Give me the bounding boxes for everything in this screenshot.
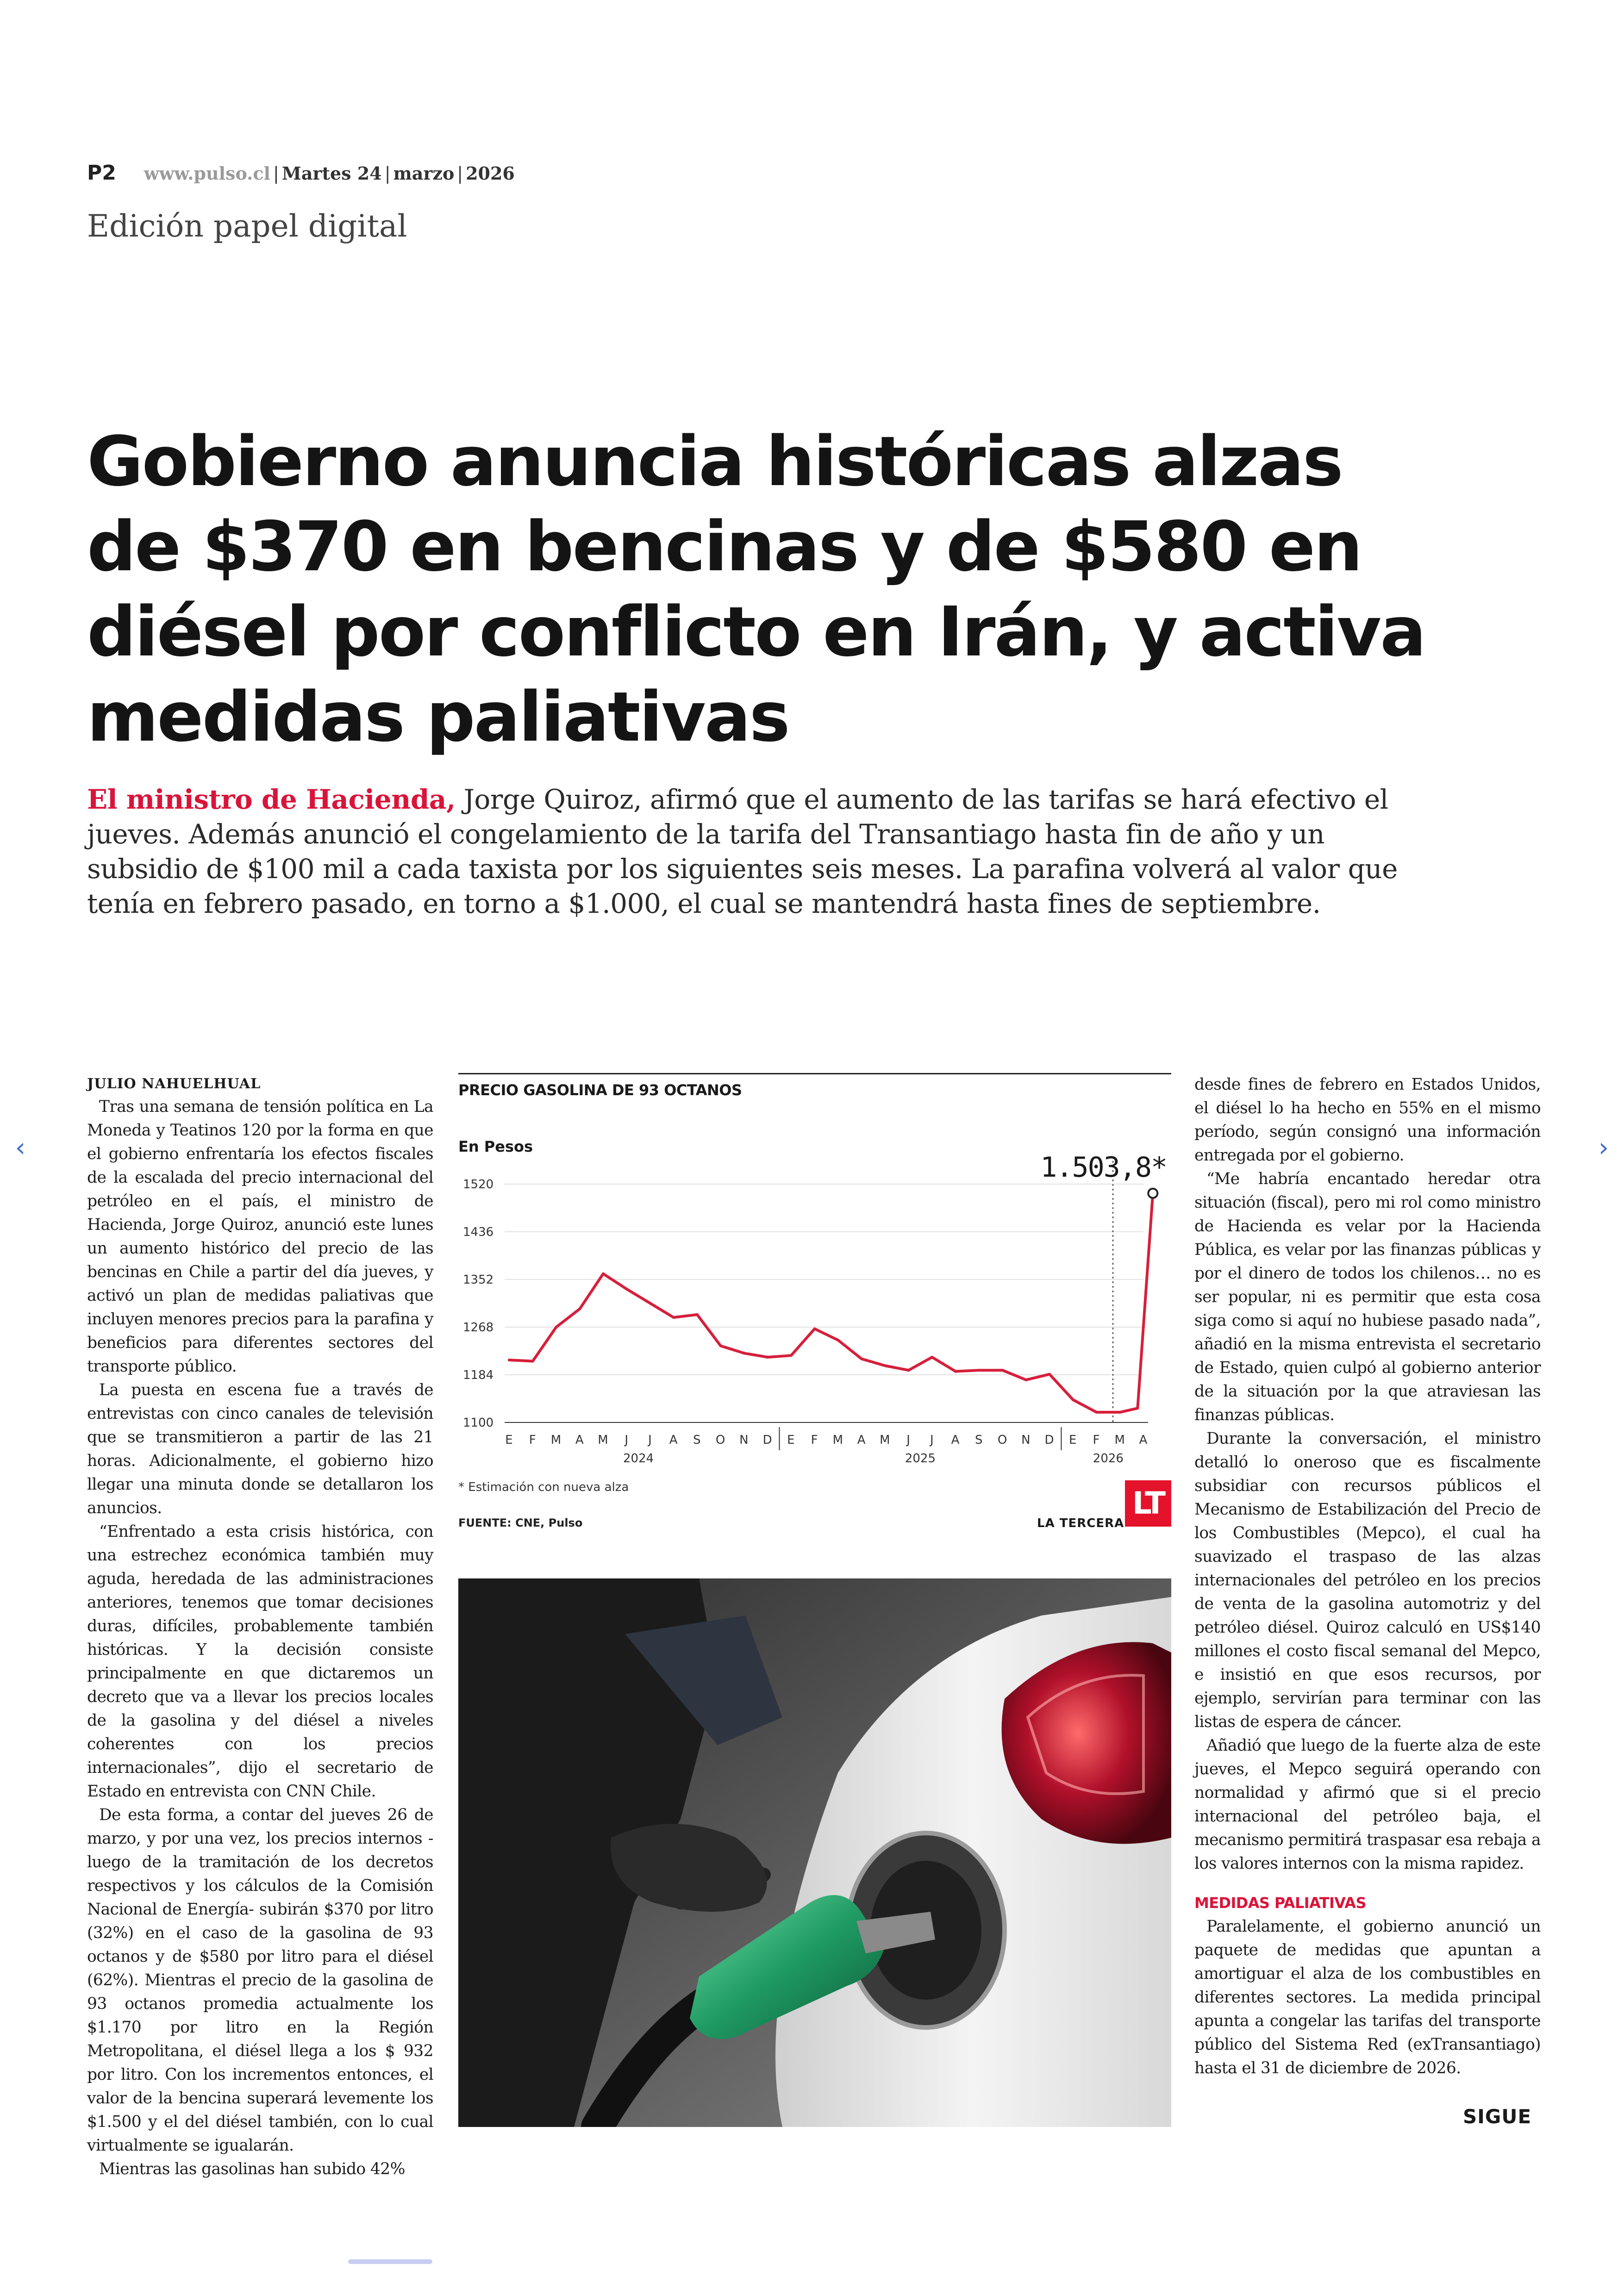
chart-data-point [1048,1373,1051,1376]
paragraph: Mientras las gasolinas han subido 42% [99,2160,405,2178]
chart-data-point [625,1288,628,1291]
paragraph: desde fines de febrero en Estados Unidos, el diésel lo ha hecho en 55% en el mismo período, según consignó una información entregada por el gobierno. [1194,1075,1541,1165]
chart-y-tick-label: 1100 [463,1416,494,1430]
headline: Gobierno anuncia históricas alzas de $370 en bencinas y de $580 en diésel por conflicto en Irán, y activa medidas paliativas [87,422,1425,757]
date-month: marzo [393,163,455,184]
chart-x-tick-label: A [951,1433,960,1447]
separator: | [457,163,463,184]
chart-x-tick-label: M [880,1433,891,1447]
chart-x-tick-label: D [1044,1433,1055,1447]
chart-x-tick-label: F [529,1433,537,1447]
chart-data-point [743,1352,745,1354]
chart-data-point [790,1354,793,1357]
chart-data-point [860,1358,863,1360]
chart-y-tick-label: 1184 [463,1368,494,1382]
chart-x-tick-label: S [693,1433,701,1447]
chart-series-line [509,1193,1153,1412]
chart-data-point [649,1302,651,1305]
chart-y-tick-label: 1436 [463,1225,494,1239]
paragraph: “Enfrentado a esta crisis histórica, con una estrechez económica también muy aguda, heredada de las administraciones anteriores, tenemos que tomar decisiones duras, difíciles, probablemente también históricas. Y la decisión consiste principalmente en que dictaremos un decreto que va a llevar los precios locales de la gasolina y del diésel a niveles coherentes con los precios internacionales”, dijo el secretario de Estado en entrevista con CNN Chile. [87,1522,433,1801]
separator: | [273,163,279,184]
chart-x-tick-label: N [739,1433,749,1447]
section-subhead: MEDIDAS PALIATIVAS [1194,1894,1366,1912]
chart-x-tick-label: A [669,1433,678,1447]
paragraph: “Me habría encantado heredar otra situación (fiscal), pero mi rol como ministro de Hacienda es velar por la Hacienda Pública, es velar por las finanzas públicas y por el dinero de todos los chilenos… no es ser popular, ni es permitir que esta cosa siga como si aquí no hubiese pasado nada”, añadió en la misma entrevista el secretario de Estado, quien culpó al gobierno anterior de la situación por la que atraviesan las finanzas públicas. [1194,1170,1541,1424]
separator: | [384,163,391,184]
article-column-right [1194,1073,1541,2080]
chart-x-tick-label: E [505,1433,513,1447]
chart-note: * Estimación con nueva alza [458,1480,629,1494]
chart-x-tick-label: M [598,1433,609,1447]
chart-data-point [1072,1398,1074,1401]
chart-title: PRECIO GASOLINA DE 93 OCTANOS [458,1081,742,1099]
chart-data-point [578,1308,581,1310]
chart-data-point [531,1360,534,1363]
chart-x-tick-label: O [997,1433,1008,1447]
date-year: 2026 [466,163,515,184]
chart-data-point [719,1344,722,1347]
chart-x-tick-label: F [1093,1433,1100,1447]
chart-brand: LA TERCERA [1037,1516,1124,1530]
chart-x-tick-label: D [762,1433,773,1447]
dek-lead: El ministro de Hacienda, [87,784,456,815]
chart-x-tick-label: N [1021,1433,1031,1447]
date-day: Martes 24 [281,163,382,184]
chart-data-point [1095,1411,1098,1414]
chart-x-tick-label: A [1139,1433,1148,1447]
masthead [87,161,515,185]
chart-x-tick-label: M [1114,1433,1125,1447]
chart-x-tick-label: M [550,1433,562,1447]
chart-data-point [602,1272,605,1275]
chart-data-point [978,1369,981,1372]
chart-x-tick-label: J [648,1433,652,1447]
paragraph: Paralelamente, el gobierno anunció un paquete de medidas que apuntan a amortiguar el alza de los combustibles en diferentes sectores. La medida principal apunta a congelar las tarifas del transporte público del Sistema Red (exTransantiago) hasta el 31 de diciembre de 2026. [1194,1917,1541,2077]
chart-source: FUENTE: CNE, Pulso [458,1516,583,1529]
chart-annotation-label: 1.503,8* [1040,1151,1167,1184]
page-number: P2 [87,161,116,185]
chart-data-point [884,1364,887,1367]
chart-data-point [1136,1407,1139,1409]
chart-y-tick-label: 1268 [463,1321,494,1335]
paragraph: Tras una semana de tensión política en La Moneda y Teatinos 120 por la forma en que el gobierno enfrentaría los efectos fiscales de la escalada del precio internacional del petróleo en el país, el ministro de Hacienda, Jorge Quiroz, anunció este lunes un aumento histórico del precio de las bencinas en Chile a partir del día jueves, y activó un plan de medidas paliativas que incluyen menores precios para la parafina y beneficios para diferentes sectores del transporte público. [87,1098,433,1376]
chart-data-point [813,1328,816,1330]
chart-data-point [555,1326,557,1328]
chart-x-tick-label: F [811,1433,818,1447]
chart-year-label: 2026 [1093,1452,1124,1466]
paragraph: Durante la conversación, el ministro detalló lo oneroso que es fiscalmente subsidiar con recursos públicos el Mecanismo de Estabilización del Precio de los Combustibles (Mepco), el cual ha suavizado el traspaso de las alzas internacionales del petróleo en los precios de venta de la gasolina automotriz y del petróleo diésel. Quiroz calculó en US$140 millones el costo fiscal semanal del Mepco, e insistió en que esos recursos, por ejemplo, servirían para terminar con las listas de espera de cáncer. [1194,1429,1541,1731]
dek-text: Jorge Quiroz, afirmó que el aumento de las tarifas se hará efectivo el jueves. Además anunció el congelamiento de la tarifa del Transantiago hasta fin de año y un subsidio de $100 mil a cada taxista por los siguientes seis meses. La parafina volverá al valor que tenía en febrero pasado, en torno a $1.000, el cual se mantendrá hasta fines de septiembre. [87,784,1398,919]
chart-x-tick-label: M [832,1433,844,1447]
chart-data-point [1118,1411,1121,1414]
chart-data-point [1024,1378,1027,1381]
photo-illustration [458,1578,1171,2127]
article-column-left [87,1073,433,2181]
chart-y-tick-label: 1520 [463,1178,494,1191]
chart-x-tick-label: O [715,1433,726,1447]
chart-x-tick-label: J [930,1433,934,1447]
chart-x-tick-label: S [975,1433,983,1447]
chart-data-point [907,1369,910,1372]
paragraph: De esta forma, a contar del jueves 26 de marzo, y por una vez, los precios internos -luego de la tramitación de los decretos respectivos y los cálculos de la Comisión Nacional de Energía- subirán $370 por litro (32%) en el caso de la gasolina de 93 octanos y de $580 por litro para el diésel (62%). Mientras el precio de la gasolina de 93 octanos promedia actualmente los $1.170 por litro en la Región Metropolitana, el diésel llega a los $ 932 por litro. Con los incrementos entonces, el valor de la bencina superará levemente los $1.500 y el del diésel también, con lo cual virtualmente se igualarán. [87,1806,433,2155]
edition-label: Edición papel digital [87,208,407,244]
chart-y-tick-label: 1352 [463,1273,494,1287]
chart-data-point [837,1339,839,1341]
dek [87,782,1406,921]
chart-data-point [1001,1369,1004,1372]
fuel-nozzle-photo [458,1578,1171,2127]
chart-data-point [954,1370,957,1373]
chart-data-point [672,1316,675,1319]
chart-endpoint-marker [1148,1189,1157,1198]
chart-year-label: 2024 [623,1452,654,1466]
continue-label: SIGUE [1463,2105,1532,2128]
chart-x-tick-label: E [1069,1433,1077,1447]
price-chart [458,1073,1171,1545]
chart-data-point [696,1313,699,1316]
chart-x-tick-label: J [625,1433,629,1447]
chart-data-point [931,1356,933,1359]
chart-y-axis-label: En Pesos [458,1138,533,1155]
chart-data-point [508,1359,511,1361]
chart-year-label: 2025 [905,1452,936,1466]
byline: JULIO NAHUELHUAL [87,1076,261,1092]
chart-plot [458,1073,1171,1480]
site-url[interactable]: www.pulso.cl [144,163,270,184]
chart-x-tick-label: A [575,1433,584,1447]
previous-page-arrow-icon[interactable]: ‹ [15,1133,26,1163]
page-scroll-indicator[interactable] [348,2259,432,2264]
chart-data-point [766,1356,769,1359]
chart-x-tick-label: J [906,1433,911,1447]
paragraph: La puesta en escena fue a través de entrevistas con cinco canales de televisión que se transmitieron a partir de las 21 horas. Adicionalmente, el gobierno hizo llegar una minuta donde se detallaron los anuncios. [87,1381,433,1517]
chart-x-tick-label: E [787,1433,795,1447]
paragraph: Añadió que luego de la fuerte alza de este jueves, el Mepco seguirá operando con normalidad y afirmó que si el precio internacional del petróleo baja, el mecanismo permitirá traspasar esa rebaja a los valores internos con la misma rapidez. [1194,1736,1541,1873]
next-page-arrow-icon[interactable]: › [1598,1133,1609,1163]
chart-x-tick-label: A [857,1433,866,1447]
la-tercera-logo: LT [1125,1480,1171,1527]
